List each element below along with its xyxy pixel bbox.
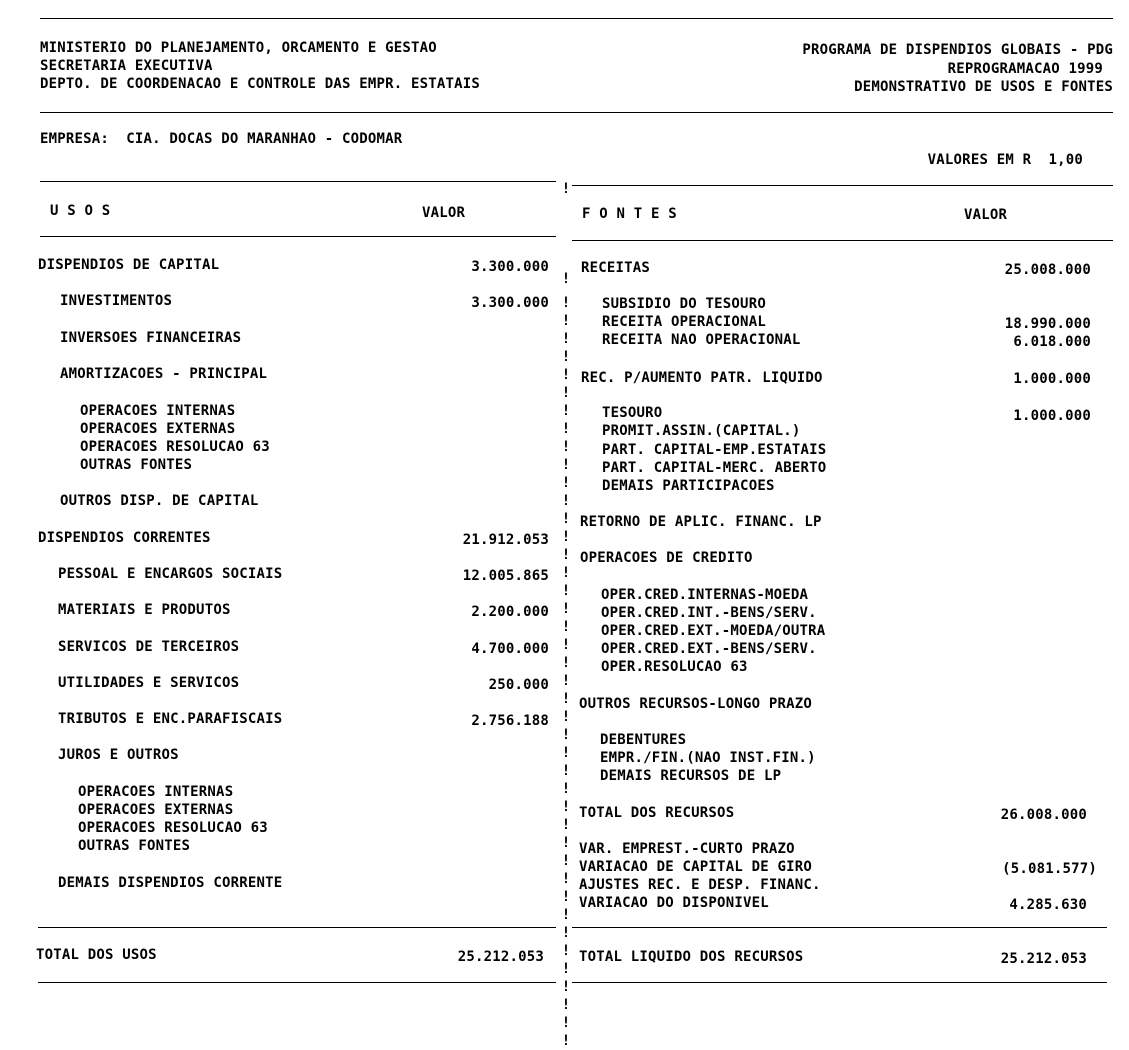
usos-row-label: OPERACOES RESOLUCAO 63: [78, 820, 268, 836]
usos-total-value: 25.212.053: [457, 949, 544, 965]
separator-mark: !: [561, 565, 571, 581]
fontes-row-label: PROMIT.ASSIN.(CAPITAL.): [602, 423, 801, 439]
fontes-row-label: TESOURO: [602, 405, 663, 421]
separator-mark: !: [561, 1015, 571, 1031]
usos-row-value: 21.912.053: [462, 532, 549, 548]
separator-mark: !: [561, 799, 571, 815]
fontes-row-label: DEMAIS PARTICIPACOES: [602, 478, 775, 494]
header-department: DEPTO. DE COORDENACAO E CONTROLE DAS EMPR. ESTATAIS: [40, 76, 481, 92]
fontes-row-label: VAR. EMPREST.-CURTO PRAZO: [579, 841, 795, 857]
usos-row-label: AMORTIZACOES - PRINCIPAL: [60, 366, 268, 382]
separator-mark: !: [561, 403, 571, 419]
separator-mark: !: [561, 763, 571, 779]
usos-row-label: INVESTIMENTOS: [60, 293, 173, 309]
fontes-row-label: PART. CAPITAL-MERC. ABERTO: [602, 460, 827, 476]
usos-row-label: TRIBUTOS E ENC.PARAFISCAIS: [58, 711, 283, 727]
fontes-row-label: SUBSIDIO DO TESOURO: [602, 296, 766, 312]
separator-mark: !: [561, 295, 571, 311]
usos-total-bottom-rule: [38, 982, 556, 983]
usos-row-value: 2.200.000: [471, 604, 549, 620]
fontes-row-value: (5.081.577): [1002, 861, 1097, 877]
separator-mark: !: [561, 925, 571, 941]
separator-mark: !: [561, 1033, 571, 1049]
separator-mark: !: [561, 655, 571, 671]
fontes-row-label: OPER.CRED.INTERNAS-MOEDA: [601, 587, 809, 603]
fontes-row-label: DEMAIS RECURSOS DE LP: [600, 768, 782, 784]
fontes-row-label: OPER.CRED.EXT.-BENS/SERV.: [601, 641, 817, 657]
separator-mark: !: [561, 619, 571, 635]
usos-row-label: INVERSOES FINANCEIRAS: [60, 330, 242, 346]
usos-valor-header: VALOR: [422, 205, 466, 221]
usos-row-label: OUTRAS FONTES: [80, 457, 193, 473]
separator-mark: !: [561, 511, 571, 527]
separator-mark: !: [561, 979, 571, 995]
separator-mark: !: [561, 181, 571, 197]
separator-mark: !: [561, 745, 571, 761]
separator-mark: !: [561, 439, 571, 455]
separator-mark: !: [561, 997, 571, 1013]
fontes-row-label: OPER.RESOLUCAO 63: [601, 659, 748, 675]
usos-row-label: JUROS E OUTROS: [58, 747, 179, 763]
fontes-row-label: RECEITA OPERACIONAL: [602, 314, 766, 330]
header-ministry: MINISTERIO DO PLANEJAMENTO, ORCAMENTO E GESTAO: [40, 40, 437, 56]
fontes-row-label: TOTAL DOS RECURSOS: [579, 805, 735, 821]
fontes-total-value: 25.212.053: [1000, 951, 1087, 967]
empresa-label: EMPRESA: CIA. DOCAS DO MARANHAO - CODOMAR: [40, 131, 403, 147]
fontes-row-value: 18.990.000: [1004, 316, 1091, 332]
fontes-title: F O N T E S: [582, 206, 677, 222]
usos-total-label: TOTAL DOS USOS: [36, 947, 157, 963]
fontes-top-rule: [572, 185, 1113, 186]
fontes-row-label: VARIACAO DE CAPITAL DE GIRO: [579, 859, 812, 875]
fontes-row-value: 1.000.000: [1013, 371, 1091, 387]
separator-mark: !: [561, 871, 571, 887]
usos-row-label: OPERACOES INTERNAS: [80, 403, 236, 419]
separator-mark: !: [561, 475, 571, 491]
separator-mark: !: [561, 709, 571, 725]
fontes-row-label: RETORNO DE APLIC. FINANC. LP: [580, 514, 822, 530]
header-bottom-rule: [40, 112, 1113, 113]
separator-mark: !: [561, 853, 571, 869]
separator-mark: !: [561, 385, 571, 401]
fontes-row-label: OUTROS RECURSOS-LONGO PRAZO: [579, 696, 812, 712]
header-reprogramacao: REPROGRAMACAO 1999: [947, 61, 1103, 77]
fontes-row-label: DEBENTURES: [600, 732, 687, 748]
fontes-total-label: TOTAL LIQUIDO DOS RECURSOS: [579, 949, 804, 965]
fontes-row-value: 25.008.000: [1004, 262, 1091, 278]
fontes-row-label: OPER.CRED.EXT.-MOEDA/OUTRA: [601, 623, 826, 639]
fontes-row-value: 4.285.630: [1009, 897, 1087, 913]
separator-mark: !: [561, 493, 571, 509]
separator-mark: !: [561, 835, 571, 851]
fontes-row-value: 26.008.000: [1000, 807, 1087, 823]
fontes-row-label: AJUSTES REC. E DESP. FINANC.: [579, 877, 821, 893]
usos-row-value: 12.005.865: [462, 568, 549, 584]
usos-row-label: OPERACOES INTERNAS: [78, 784, 234, 800]
usos-row-value: 3.300.000: [471, 295, 549, 311]
separator-mark: !: [561, 313, 571, 329]
separator-mark: !: [561, 961, 571, 977]
fontes-total-top-rule: [572, 927, 1107, 928]
column-separator: [560, 180, 572, 1049]
separator-mark: !: [561, 817, 571, 833]
separator-mark: !: [561, 727, 571, 743]
fontes-row-label: OPERACOES DE CREDITO: [580, 550, 753, 566]
usos-top-rule: [40, 181, 556, 182]
fontes-row-label: VARIACAO DO DISPONIVEL: [579, 895, 769, 911]
fontes-row-value: 6.018.000: [1013, 334, 1091, 350]
usos-row-value: 250.000: [488, 677, 549, 693]
usos-header-rule: [40, 236, 556, 237]
header-program: PROGRAMA DE DISPENDIOS GLOBAIS - PDG: [802, 42, 1113, 58]
separator-mark: !: [561, 781, 571, 797]
fontes-row-value: 1.000.000: [1013, 408, 1091, 424]
usos-row-label: OPERACOES EXTERNAS: [78, 802, 234, 818]
fontes-row-label: RECEITAS: [581, 260, 651, 276]
usos-row-label: OUTROS DISP. DE CAPITAL: [60, 493, 259, 509]
separator-mark: !: [561, 691, 571, 707]
separator-mark: !: [561, 547, 571, 563]
separator-mark: !: [561, 583, 571, 599]
usos-row-label: OPERACOES RESOLUCAO 63: [80, 439, 270, 455]
usos-row-label: DISPENDIOS CORRENTES: [38, 530, 211, 546]
usos-row-label: DEMAIS DISPENDIOS CORRENTE: [58, 875, 283, 891]
separator-mark: !: [561, 673, 571, 689]
fontes-total-bottom-rule: [572, 982, 1107, 983]
fontes-valor-header: VALOR: [964, 207, 1008, 223]
usos-row-value: 3.300.000: [471, 259, 549, 275]
separator-mark: !: [561, 529, 571, 545]
usos-row-label: MATERIAIS E PRODUTOS: [58, 602, 231, 618]
usos-row-label: OPERACOES EXTERNAS: [80, 421, 236, 437]
separator-mark: !: [561, 457, 571, 473]
fontes-row-label: OPER.CRED.INT.-BENS/SERV.: [601, 605, 817, 621]
usos-row-value: 4.700.000: [471, 641, 549, 657]
separator-mark: !: [561, 271, 571, 287]
fontes-row-label: REC. P/AUMENTO PATR. LIQUIDO: [581, 370, 823, 386]
usos-row-label: SERVICOS DE TERCEIROS: [58, 639, 240, 655]
separator-mark: !: [561, 637, 571, 653]
separator-mark: !: [561, 331, 571, 347]
valores-label: VALORES EM R 1,00: [927, 152, 1083, 168]
separator-mark: !: [561, 421, 571, 437]
usos-row-label: DISPENDIOS DE CAPITAL: [38, 257, 220, 273]
header-top-rule: [40, 18, 1113, 19]
separator-mark: !: [561, 601, 571, 617]
usos-title: U S O S: [50, 203, 111, 219]
header-secretaria: SECRETARIA EXECUTIVA: [40, 58, 213, 74]
usos-row-label: UTILIDADES E SERVICOS: [58, 675, 240, 691]
usos-row-label: OUTRAS FONTES: [78, 838, 191, 854]
separator-mark: !: [561, 349, 571, 365]
fontes-row-label: PART. CAPITAL-EMP.ESTATAIS: [602, 442, 827, 458]
usos-row-label: PESSOAL E ENCARGOS SOCIAIS: [58, 566, 283, 582]
usos-row-value: 2.756.188: [471, 713, 549, 729]
fontes-row-label: EMPR./FIN.(NAO INST.FIN.): [600, 750, 816, 766]
separator-mark: !: [561, 943, 571, 959]
usos-total-top-rule: [38, 927, 556, 928]
separator-mark: !: [561, 889, 571, 905]
separator-mark: !: [561, 367, 571, 383]
header-demonstrativo: DEMONSTRATIVO DE USOS E FONTES: [854, 79, 1113, 95]
separator-mark: !: [561, 907, 571, 923]
fontes-row-label: RECEITA NAO OPERACIONAL: [602, 332, 801, 348]
fontes-header-rule: [572, 240, 1113, 241]
